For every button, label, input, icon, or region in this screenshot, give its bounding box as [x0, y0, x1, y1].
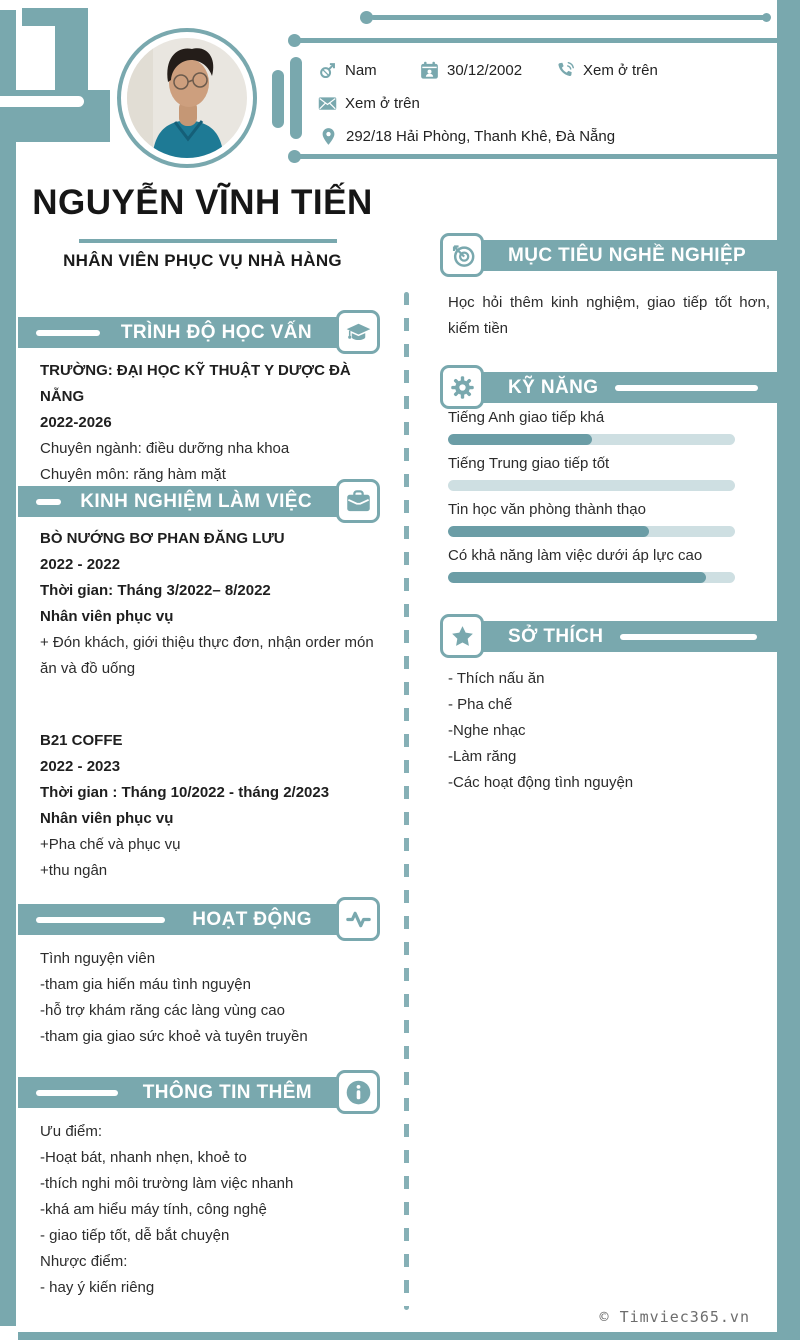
education-years: 2022-2026	[40, 414, 112, 431]
activities-content	[40, 946, 390, 1050]
profile-photo-avatar	[127, 38, 247, 158]
top-left-deco-white-line	[0, 96, 84, 107]
section-header-experience	[18, 486, 360, 517]
objective-icon-box	[440, 233, 484, 277]
activity-line: -tham gia hiến máu tình nguyện	[40, 976, 251, 993]
hobby-line: - Pha chế	[448, 696, 513, 713]
deco-pill-short	[272, 70, 284, 128]
email-value: Xem ở trên	[345, 95, 420, 112]
skill-row	[448, 408, 738, 445]
skill-bar-fill	[448, 434, 592, 445]
job-position: Nhân viên phục vụ	[40, 810, 174, 827]
education-content	[40, 358, 390, 488]
gear-icon	[449, 374, 476, 401]
hobby-line: - Thích nấu ăn	[448, 670, 545, 687]
column-dashed-divider	[404, 292, 409, 1310]
experience-icon-box	[336, 479, 380, 523]
skill-row	[448, 546, 738, 583]
section-header-hobbies	[452, 621, 800, 652]
objective-text: Học hỏi thêm kinh nghiệm, giao tiếp tốt hơn, kiếm tiền	[448, 294, 770, 337]
header-dash	[36, 330, 100, 336]
job-duration: Thời gian : Tháng 10/2022 - tháng 2/2023	[40, 784, 330, 801]
header-dash	[36, 1090, 118, 1096]
calendar-icon	[420, 61, 439, 80]
briefcase-icon	[345, 488, 372, 515]
header-rule-middle	[295, 38, 800, 43]
skill-bar-track	[448, 434, 735, 445]
section-title: MỤC TIÊU NGHỀ NGHIỆP	[508, 244, 747, 266]
skill-bar-fill	[448, 572, 706, 583]
education-school: TRƯỜNG: ĐẠI HỌC KỸ THUẬT Y DƯỢC ĐÀ NẴNG	[40, 362, 351, 405]
left-accent-strip	[0, 10, 16, 1326]
name-divider	[79, 239, 337, 243]
section-title: TRÌNH ĐỘ HỌC VẤN	[120, 321, 312, 343]
mail-icon	[318, 94, 337, 113]
contact-phone	[556, 61, 658, 80]
candidate-name: NGUYỄN VĨNH TIẾN	[32, 183, 373, 222]
section-header-education	[18, 317, 360, 348]
phone-icon	[556, 61, 575, 80]
phone-value: Xem ở trên	[583, 62, 658, 79]
skill-label: Có khả năng làm việc dưới áp lực cao	[448, 547, 703, 564]
birthday-value: 30/12/2002	[447, 62, 523, 79]
contact-gender	[318, 61, 377, 80]
contact-email	[318, 94, 420, 113]
experience-content	[40, 526, 392, 884]
section-title: KINH NGHIỆM LÀM VIỆC	[80, 490, 312, 512]
candidate-job-title: NHÂN VIÊN PHỤC VỤ NHÀ HÀNG	[63, 251, 342, 270]
section-header-objective	[452, 240, 800, 271]
rule-dot	[288, 34, 301, 47]
top-left-deco-v	[55, 8, 88, 92]
star-icon	[449, 623, 476, 650]
gender-icon	[318, 61, 337, 80]
skill-row	[448, 500, 738, 537]
header-dash	[36, 499, 61, 505]
info-line: -thích nghi môi trường làm việc nhanh	[40, 1175, 294, 1192]
section-header-skills	[452, 372, 800, 403]
job-duration: Thời gian: Tháng 3/2022– 8/2022	[40, 582, 271, 599]
education-specialty: Chuyên môn: răng hàm mặt	[40, 466, 226, 483]
skill-bar-track	[448, 526, 735, 537]
hobby-line: -Các hoạt động tình nguyện	[448, 774, 634, 791]
pulse-icon	[345, 906, 372, 933]
skill-label: Tin học văn phòng thành thạo	[448, 501, 646, 518]
bottom-accent-bar	[18, 1332, 800, 1340]
skills-icon-box	[440, 365, 484, 409]
experience-job	[40, 728, 392, 884]
job-task: + Đón khách, giới thiệu thực đơn, nhận order món ăn và đồ uống	[40, 634, 374, 677]
info-line: -Hoạt bát, nhanh nhẹn, khoẻ to	[40, 1149, 247, 1166]
graduation-cap-icon	[345, 319, 372, 346]
section-title: KỸ NĂNG	[508, 376, 599, 398]
skill-bar-track	[448, 572, 735, 583]
section-header-activities	[18, 904, 360, 935]
section-title: HOẠT ĐỘNG	[192, 908, 312, 930]
section-header-additional-info	[18, 1077, 360, 1108]
job-company: BÒ NƯỚNG BƠ PHAN ĐĂNG LƯU	[40, 530, 285, 547]
education-icon-box	[336, 310, 380, 354]
activity-line: -hỗ trợ khám răng các làng vùng cao	[40, 1002, 285, 1019]
contact-address	[319, 127, 615, 146]
job-task: +thu ngân	[40, 862, 108, 879]
education-major: Chuyên ngành: điều dưỡng nha khoa	[40, 440, 290, 457]
info-line: - hay ý kiến riêng	[40, 1279, 155, 1296]
hobbies-content	[448, 666, 778, 796]
target-icon	[449, 242, 476, 269]
right-accent-strip	[777, 0, 800, 1332]
contact-birthday	[420, 61, 522, 80]
job-years: 2022 - 2022	[40, 556, 121, 573]
hobby-line: -Nghe nhạc	[448, 722, 526, 739]
deco-pill-tall	[290, 57, 302, 139]
job-position: Nhân viên phục vụ	[40, 608, 174, 625]
info-line: -khá am hiểu máy tính, công nghệ	[40, 1201, 267, 1218]
skill-row	[448, 454, 738, 491]
header-rule-bottom	[295, 154, 800, 159]
activity-line: Tình nguyện viên	[40, 950, 156, 967]
activity-line: -tham gia giao sức khoẻ và tuyên truyền	[40, 1028, 308, 1045]
experience-job	[40, 526, 392, 682]
header-rule-top	[371, 15, 765, 20]
watermark: © Timviec365.vn	[599, 1308, 750, 1326]
header-dash	[36, 917, 165, 923]
info-icon	[345, 1079, 372, 1106]
rule-dot	[762, 13, 771, 22]
hobbies-icon-box	[440, 614, 484, 658]
skill-bar-track	[448, 480, 735, 491]
gender-value: Nam	[345, 62, 377, 79]
section-title: SỞ THÍCH	[508, 625, 604, 647]
skill-label: Tiếng Anh giao tiếp khá	[448, 409, 605, 426]
profile-photo	[127, 38, 247, 158]
additional-info-icon-box	[336, 1070, 380, 1114]
address-value: 292/18 Hải Phòng, Thanh Khê, Đà Nẵng	[346, 128, 616, 145]
info-line: Ưu điểm:	[40, 1123, 102, 1140]
location-pin-icon	[319, 127, 338, 146]
header-dash	[620, 634, 757, 640]
job-company: B21 COFFE	[40, 732, 123, 749]
hobby-line: -Làm răng	[448, 748, 517, 765]
rule-dot	[360, 11, 373, 24]
section-title: THÔNG TIN THÊM	[142, 1081, 312, 1103]
additional-info-content	[40, 1119, 390, 1301]
skill-bar-fill	[448, 526, 649, 537]
info-line: - giao tiếp tốt, dễ bắt chuyện	[40, 1227, 230, 1244]
header-dash	[615, 385, 758, 391]
rule-dot	[288, 150, 301, 163]
job-task: +Pha chế và phục vụ	[40, 836, 181, 853]
activities-icon-box	[336, 897, 380, 941]
skills-list	[448, 408, 738, 592]
info-line: Nhược điểm:	[40, 1253, 128, 1270]
skill-label: Tiếng Trung giao tiếp tốt	[448, 455, 610, 472]
job-years: 2022 - 2023	[40, 758, 121, 775]
